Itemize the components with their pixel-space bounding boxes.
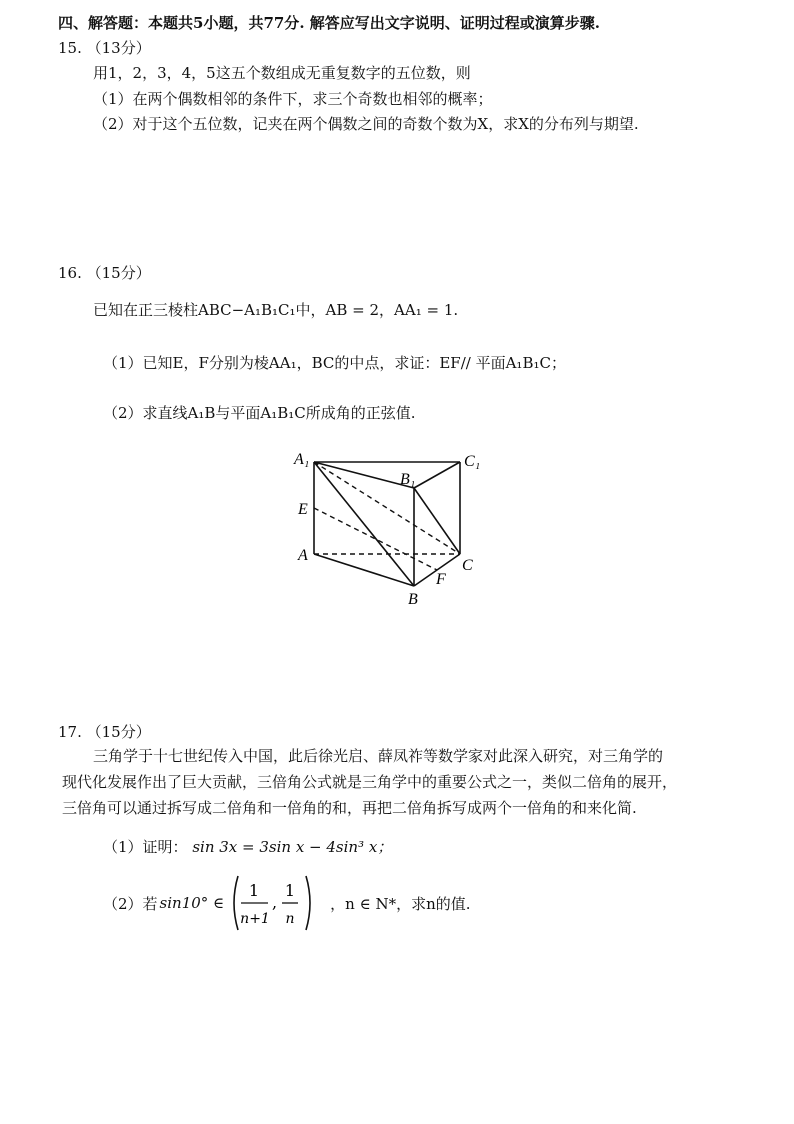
q17-part1-formula: sin 3x = 3sin x − 4sin³ x； [192, 838, 393, 856]
q17-score: （15分） [86, 723, 151, 741]
q17-interval-expression [228, 872, 326, 934]
edge-ab [314, 554, 414, 586]
q16-header [58, 262, 151, 283]
frac2-denominator: n [285, 911, 295, 927]
q16-number: 16. [58, 264, 82, 282]
q16-part1: （1）已知E，F分别为棱AA₁，BC的中点，求证：EF// 平面A₁B₁C； [103, 354, 566, 372]
q15-number: 15. [58, 39, 82, 57]
q16-score: （15分） [86, 264, 151, 282]
q17-header [58, 721, 151, 742]
label-b1: B₁ [400, 471, 416, 488]
q15-score: （13分） [86, 39, 151, 57]
q15-header [58, 37, 151, 58]
edge-b1c1 [414, 462, 460, 488]
label-c: C [462, 557, 473, 574]
q17-part2-sin: sin10° ∈ [159, 894, 225, 912]
q17-part1 [103, 836, 392, 857]
label-b: B [408, 591, 418, 608]
q15-part1: （1）在两个偶数相邻的条件下，求三个奇数也相邻的概率； [93, 90, 493, 108]
label-f: F [436, 571, 446, 588]
q15-part2: （2）对于这个五位数，记夹在两个偶数之间的奇数个数为X，求X的分布列与期望. [93, 115, 639, 133]
comma: , [272, 893, 278, 912]
left-paren [234, 876, 238, 930]
label-e: E [298, 501, 308, 518]
q15-stem: 用1，2，3，4，5这五个数组成无重复数字的五位数，则 [93, 64, 471, 82]
frac1-numerator: 1 [249, 881, 260, 900]
hidden-segment-a1c [314, 462, 460, 554]
q17-number: 17. [58, 723, 82, 741]
q16-part2: （2）求直线A₁B与平面A₁B₁C所成角的正弦值. [103, 404, 416, 422]
label-a1: A₁ [294, 451, 310, 468]
label-a: A [298, 547, 308, 564]
label-c1: C₁ [464, 453, 481, 470]
section-title: 四、解答题：本题共5小题，共77分. 解答应写出文字说明、证明过程或演算步骤. [58, 14, 600, 32]
right-paren [306, 876, 310, 930]
frac2-numerator: 1 [285, 881, 296, 900]
q17-para3: 三倍角可以通过拆写成二倍角和一倍角的和，再把二倍角拆写成两个一倍角的和来化简. [62, 799, 637, 817]
q17-para2: 现代化发展作出了巨大贡献，三倍角公式就是三角学中的重要公式之一，类似二倍角的展开， [62, 773, 678, 791]
q17-part2 [103, 872, 471, 934]
segment-a1b [314, 462, 414, 586]
q17-part1-prefix: （1）证明： [103, 838, 188, 856]
q17-part2-prefix: （2）若 [103, 894, 158, 913]
frac1-denominator: n+1 [240, 911, 270, 927]
q17-part2-suffix: ，n ∈ N*，求n的值. [330, 894, 471, 913]
prism-figure [290, 442, 500, 610]
edge-a1b1 [314, 462, 414, 488]
segment-b1c [414, 488, 460, 554]
q17-para1: 三角学于十七世纪传入中国，此后徐光启、薛凤祚等数学家对此深入研究，对三角学的 [93, 747, 664, 765]
q16-stem: 已知在正三棱柱ABC−A₁B₁C₁中，AB = 2，AA₁ = 1. [93, 301, 459, 319]
